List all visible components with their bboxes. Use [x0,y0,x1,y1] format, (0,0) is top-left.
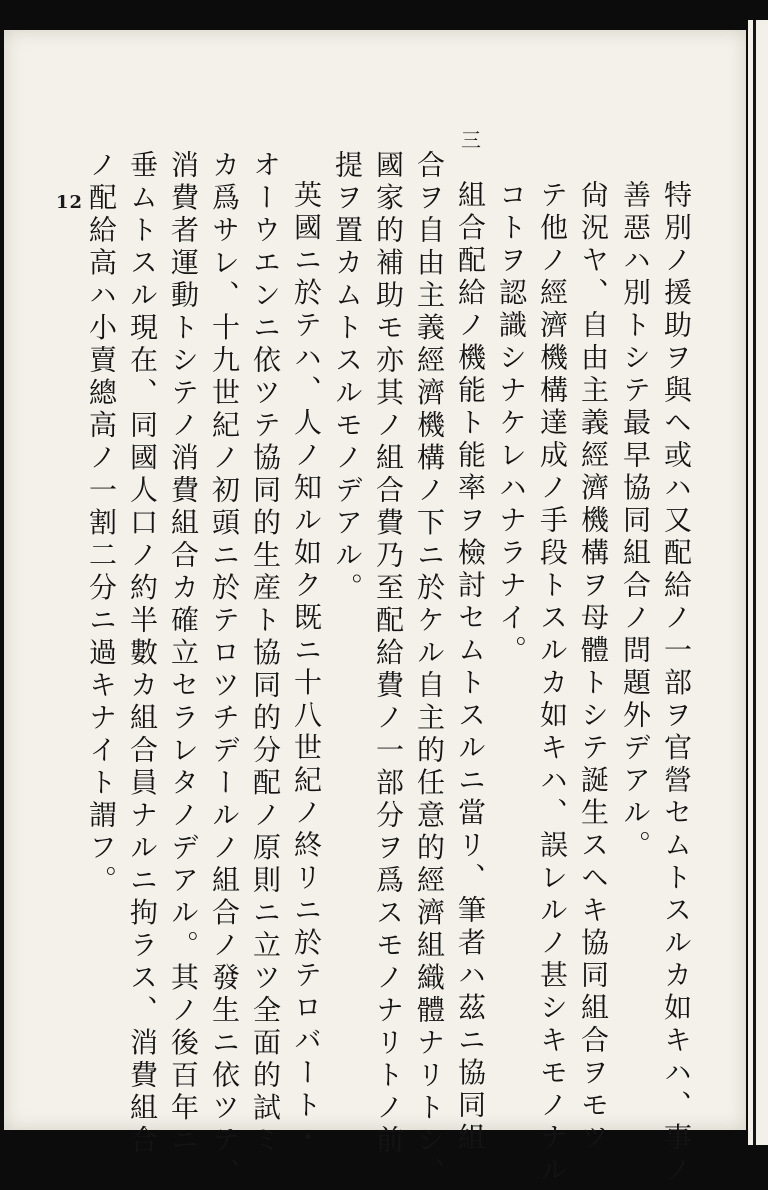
next-page-edge [748,20,768,1145]
text-column-13: 消費者運動トシテノ消費組合カ確立セラレタノデアル。其ノ後百年ニ [167,150,200,1158]
text-column-5: コトヲ認識シナケレハナラナイ。 [495,180,528,668]
text-column-10: 英國ニ於テハ、人ノ知ル如ク既ニ十八世紀ノ終リニ於テロバート・ [290,180,323,1155]
section-number: 三 [461,128,481,152]
text-column-9: 提ヲ置カムトスルモノデアル。 [331,150,364,605]
text-column-12: カ爲サレ、十九世紀ノ初頭ニ於テロツチデールノ組合ノ發生ニ依ツテ、 [208,150,241,1190]
text-column-6: 組合配給ノ機能ト能率ヲ檢討セムトスルニ當リ、筆者ハ茲ニ協同組 [454,180,487,1155]
text-column-3: 尙況ヤ、自由主義經濟機構ヲ母體トシテ誕生スヘキ協同組合ヲモツ [577,180,610,1155]
text-column-15: ノ配給高ハ小賣總高ノ一割二分ニ過キナイト謂フ。 [85,150,118,898]
text-column-2: 善惡ハ別トシテ最早協同組合ノ問題外デアル。 [619,180,652,863]
page-number: 12 [56,192,84,213]
text-column-14: 垂ムトスル現在、同國人口ノ約半數カ組合員ナルニ拘ラス、消費組合 [126,150,159,1158]
text-column-7: 合ヲ自由主義經濟機構ノ下ニ於ケル自主的任意的經濟組織體ナリトシ、 [413,150,446,1190]
text-column-8: 國家的補助モ亦其ノ組合費乃至配給費ノ一部分ヲ爲スモノナリトノ前 [372,150,405,1158]
text-column-4: テ他ノ經濟機構達成ノ手段トスルカ如キハ、誤レルノ甚シキモノナル [536,180,569,1188]
text-column-1: 特別ノ援助ヲ與ヘ或ハ又配給ノ一部ヲ官營セムトスルカ如キハ、事ノ [660,180,693,1188]
page-gutter-line [753,20,756,1145]
text-column-11: オーウエンニ依ツテ協同的生産ト協同的分配ノ原則ニ立ツ全面的試ミ [249,150,282,1158]
